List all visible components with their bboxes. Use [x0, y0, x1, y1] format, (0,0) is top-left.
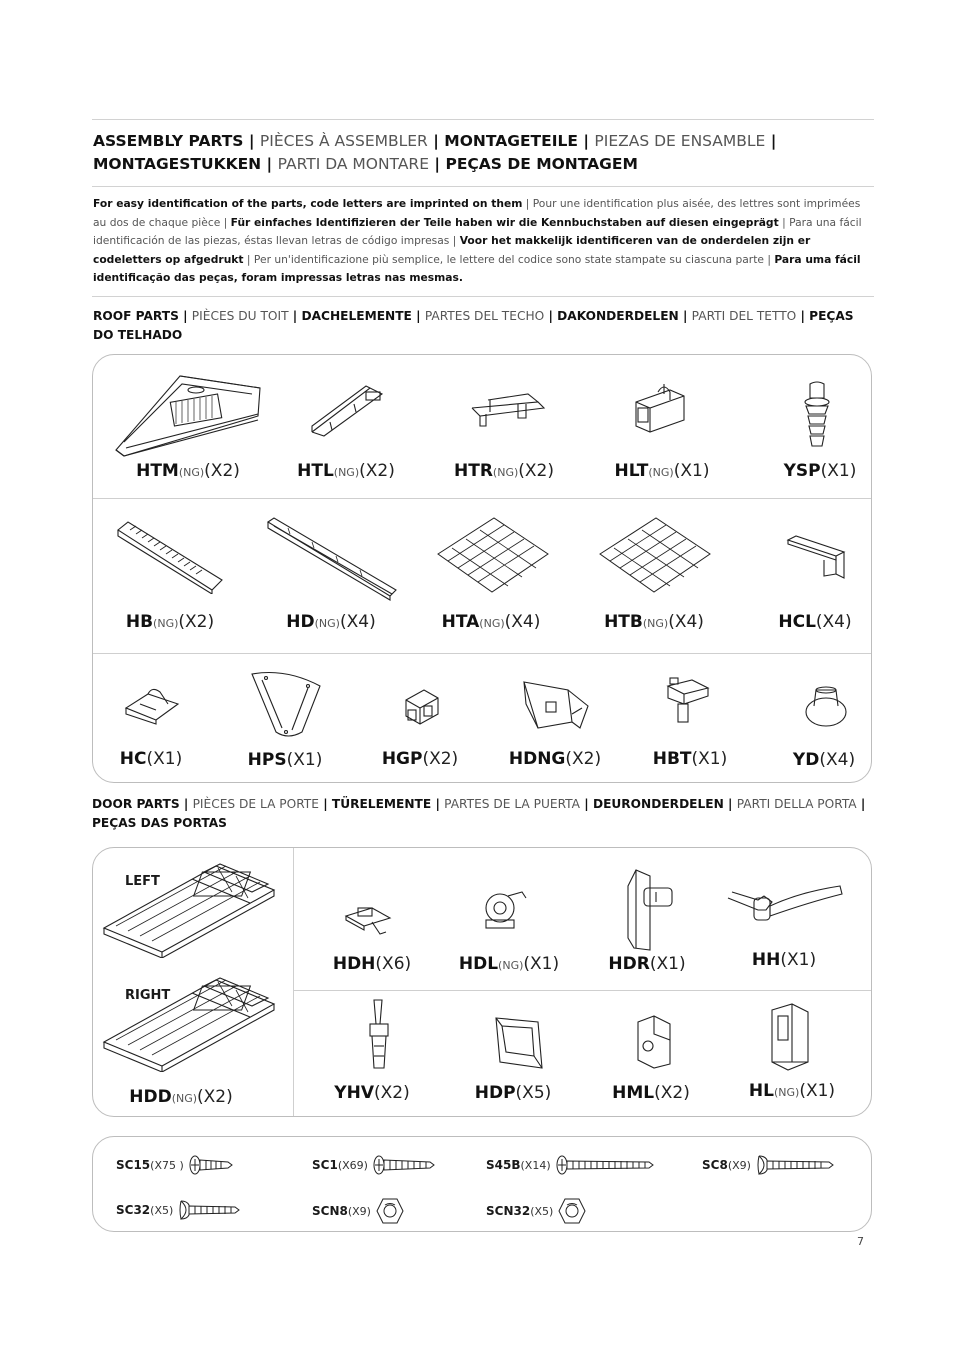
text-run: PARTI DEL TETTO [691, 309, 797, 323]
corner-cap-icon [120, 686, 184, 726]
part-label [475, 1083, 552, 1103]
part-label [653, 749, 728, 769]
text-run: MONTAGETEILE [444, 132, 578, 150]
identification-note [93, 195, 876, 288]
hardware-qty: (X9) [347, 1204, 371, 1218]
part-code: HTB [604, 612, 643, 632]
part-code: HML [612, 1083, 655, 1103]
part-ng-mark: (NG) [333, 466, 360, 479]
right-door-icon [100, 976, 278, 1072]
hardware-item [312, 1154, 436, 1176]
part-label [442, 612, 541, 632]
lock-bracket-icon [768, 1002, 812, 1072]
right-bracket-icon [468, 388, 548, 432]
part-code: HDR [608, 954, 650, 974]
hardware-qty: (X5) [530, 1204, 554, 1218]
door-panel-label [129, 1087, 233, 1107]
part-label [454, 461, 554, 481]
part-ng-mark: (NG) [492, 466, 519, 479]
part-code: HGP [381, 749, 423, 769]
part-label [752, 950, 816, 970]
part-quantity: (X1) [286, 750, 323, 770]
part-code: HTA [441, 612, 480, 632]
hinge-icon [342, 902, 394, 940]
page-number: 7 [857, 1235, 864, 1248]
hardware-code: S45B [486, 1158, 521, 1172]
bracket-top-icon [662, 676, 712, 726]
plate-support-icon [248, 668, 324, 740]
text-run: | [577, 132, 595, 150]
handle-icon [724, 880, 846, 928]
hinge-pin-icon [364, 996, 394, 1072]
door-plate-icon [492, 1014, 548, 1072]
shingle-panel-icon [434, 514, 552, 596]
part-label [248, 750, 323, 770]
part-code: HH [751, 950, 781, 970]
text-run: PEÇAS DAS PORTAS [92, 816, 227, 830]
part-quantity: (X2) [359, 461, 395, 481]
text-run: Voor het makkelijk identificeren van de onderdelen zijn er codeletters op afgedrukt [93, 234, 811, 266]
hardware-code: SC32 [116, 1203, 151, 1217]
clip-icon [784, 534, 850, 580]
part-code: HDL [458, 954, 499, 974]
part-quantity: (X2) [422, 749, 459, 769]
text-run: | Pour une identification plus aisée, des lettres sont imprimées au dos de chaque pièce | [93, 197, 861, 229]
part-label [126, 612, 214, 632]
part-quantity: (X1) [780, 950, 817, 970]
part-code: HDD [129, 1087, 172, 1107]
door-panel-divider [293, 848, 294, 1116]
text-run: DACHELEMENTE [301, 309, 412, 323]
part-code: HD [286, 612, 315, 632]
spacer-pin-icon [800, 380, 834, 450]
text-run: | [431, 797, 445, 811]
part-quantity: (X1) [146, 749, 183, 769]
part-code: YD [792, 750, 820, 770]
mount-bracket-icon [634, 1012, 674, 1070]
part-code: HB [125, 612, 154, 632]
part-quantity: (X1) [523, 954, 560, 974]
part-quantity: (X5) [515, 1083, 552, 1103]
part-quantity: (X1) [649, 954, 686, 974]
hardware-code: SCN8 [312, 1204, 348, 1218]
heading-rule [92, 186, 874, 187]
part-code: HBT [652, 749, 692, 769]
part-quantity: (X4) [815, 612, 852, 632]
hex-nut-icon [557, 1197, 587, 1225]
top-connector-icon [630, 380, 690, 436]
part-code: HTL [297, 461, 334, 481]
text-run: MONTAGESTUKKEN [93, 155, 262, 173]
text-run: PIÈCES DU TOIT [191, 309, 289, 323]
roof-parts-title [93, 307, 873, 345]
text-run: PARTI DELLA PORTA [736, 797, 857, 811]
part-code: HPS [247, 750, 287, 770]
rail-icon [264, 516, 400, 602]
left-door-label: LEFT [125, 874, 160, 889]
text-run: PIEZAS DE ENSAMBLE [594, 132, 766, 150]
part-code: HL [748, 1081, 774, 1101]
text-run: | [723, 797, 737, 811]
hardware-item [702, 1154, 835, 1176]
assembly-parts-heading [93, 130, 793, 176]
part-ng-mark: (NG) [498, 959, 524, 972]
roof-row-divider [93, 498, 871, 499]
text-run: | [288, 309, 302, 323]
text-run: ROOF PARTS [93, 309, 179, 323]
intro-rule [92, 296, 874, 297]
hardware-qty: (X14) [520, 1158, 551, 1172]
text-run: | [856, 797, 866, 811]
text-run: | [580, 797, 593, 811]
part-quantity: (X2) [204, 461, 240, 481]
part-ng-mark: (NG) [642, 617, 669, 630]
text-run: | [318, 797, 332, 811]
door-row-divider [294, 990, 871, 991]
part-label [615, 461, 710, 481]
part-quantity: (X2) [197, 1087, 233, 1107]
part-ng-mark: (NG) [314, 617, 340, 630]
text-run: | [796, 309, 810, 323]
part-code: HLT [614, 461, 649, 481]
text-run: PEÇAS DE MONTAGEM [445, 155, 638, 173]
roof-truss-icon [112, 368, 264, 458]
text-run: | Para una fácil identificación de las piezas, éstas llevan letras de código impresas | [93, 215, 862, 247]
hardware-code: SC1 [312, 1158, 338, 1172]
long-screw-icon [555, 1154, 655, 1176]
part-label [333, 954, 411, 974]
part-label [297, 461, 395, 481]
text-run: | [179, 797, 193, 811]
text-run: TÜRELEMENTE [331, 797, 432, 811]
text-run: | [429, 155, 446, 173]
part-label [509, 749, 601, 769]
text-run: PIÈCES DE LA PORTE [192, 797, 319, 811]
part-ng-mark: (NG) [479, 617, 505, 630]
part-quantity: (X4) [339, 612, 376, 632]
part-ng-mark: (NG) [773, 1086, 800, 1099]
hardware-item [116, 1154, 234, 1176]
part-label [382, 749, 458, 769]
part-ng-mark: (NG) [153, 617, 179, 630]
shingle-panel-icon [596, 514, 714, 596]
gable-piece-icon [398, 686, 444, 728]
part-label [784, 461, 857, 481]
hardware-item [486, 1197, 587, 1225]
short-screw-icon [188, 1154, 234, 1176]
part-label [612, 1083, 690, 1103]
text-run: | [178, 309, 192, 323]
screw-icon [372, 1154, 436, 1176]
part-code: HDP [474, 1083, 516, 1103]
hardware-qty: (X69) [337, 1158, 368, 1172]
text-run: | [765, 132, 777, 150]
hardware-qty: (X9) [727, 1158, 751, 1172]
text-run: DEURONDERDELEN [592, 797, 724, 811]
right-door-label: RIGHT [125, 988, 171, 1003]
text-run: Para uma fácil identificação das peças, foram impressas letras nas mesmas. [93, 252, 861, 284]
text-run: | [678, 309, 692, 323]
part-ng-mark: (NG) [178, 466, 205, 479]
hardware-code: SC15 [116, 1158, 151, 1172]
part-quantity: (X1) [673, 461, 710, 481]
hardware-item [312, 1197, 405, 1225]
part-label [793, 750, 855, 770]
part-ng-mark: (NG) [171, 1092, 198, 1105]
text-run: | [243, 132, 260, 150]
hardware-item [486, 1154, 655, 1176]
door-latch-icon [478, 882, 530, 934]
text-run: PARTES DEL TECHO [424, 309, 545, 323]
text-run: PARTES DE LA PUERTA [444, 797, 581, 811]
left-bracket-icon [310, 382, 386, 438]
text-run: DAKONDERDELEN [557, 309, 679, 323]
part-quantity: (X4) [819, 750, 856, 770]
text-run: PARTI DA MONTARE [277, 155, 429, 173]
text-run: For easy identification of the parts, code letters are imprinted on them [93, 197, 523, 210]
bolt-icon [755, 1154, 835, 1176]
part-quantity: (X4) [504, 612, 541, 632]
part-quantity: (X1) [691, 749, 728, 769]
text-run: | [261, 155, 278, 173]
door-parts-title [92, 795, 872, 833]
text-run: Für einfaches Identifizieren der Teile haben wir die Kennbuchstaben auf diesen eingeprägt [230, 215, 779, 229]
text-run: | [411, 309, 425, 323]
part-code: HDH [332, 954, 376, 974]
text-run: | [427, 132, 445, 150]
part-label [136, 461, 240, 481]
part-code: HTM [136, 461, 179, 481]
hex-nut-icon [375, 1197, 405, 1225]
part-label [749, 1081, 835, 1101]
hardware-item [116, 1199, 241, 1221]
text-run: PIÈCES À ASSEMBLER [259, 132, 428, 150]
part-label [604, 612, 704, 632]
part-code: YSP [783, 461, 821, 481]
part-label [120, 749, 182, 769]
text-run: PEÇAS DO TELHADO [93, 309, 854, 342]
part-label [778, 612, 851, 632]
part-label [334, 1083, 409, 1103]
part-label [286, 612, 375, 632]
hardware-qty: (X5) [150, 1203, 174, 1217]
part-ng-mark: (NG) [648, 466, 674, 479]
door-receiver-icon [620, 868, 676, 952]
door-guide-icon [520, 678, 592, 736]
part-quantity: (X2) [518, 461, 554, 481]
part-quantity: (X1) [820, 461, 857, 481]
bolt-icon [177, 1199, 241, 1221]
cap-icon [802, 680, 850, 730]
part-quantity: (X2) [565, 749, 602, 769]
text-run: ASSEMBLY PARTS [93, 132, 244, 150]
vent-bar-icon [114, 518, 226, 594]
part-quantity: (X6) [375, 954, 412, 974]
part-quantity: (X4) [668, 612, 704, 632]
part-code: YHV [334, 1083, 374, 1103]
part-quantity: (X2) [654, 1083, 690, 1103]
hardware-qty: (X75 ) [150, 1158, 184, 1172]
part-quantity: (X2) [373, 1083, 410, 1103]
part-code: HC [119, 749, 147, 769]
roof-row-divider [93, 653, 871, 654]
text-run: | Per un'identificazione più semplice, le lettere del codice sono state stampate su ciascuna parte | [243, 252, 775, 266]
text-run: | [544, 309, 558, 323]
part-label [608, 954, 685, 974]
hardware-code: SCN32 [486, 1204, 531, 1218]
hardware-code: SC8 [702, 1158, 728, 1172]
part-label [459, 954, 559, 974]
text-run: DOOR PARTS [92, 797, 180, 811]
part-code: HDNG [508, 749, 566, 769]
top-rule [92, 119, 874, 120]
left-door-icon [100, 862, 278, 958]
part-code: HCL [778, 612, 816, 632]
part-code: HTR [454, 461, 493, 481]
part-quantity: (X1) [799, 1081, 836, 1101]
part-quantity: (X2) [178, 612, 215, 632]
